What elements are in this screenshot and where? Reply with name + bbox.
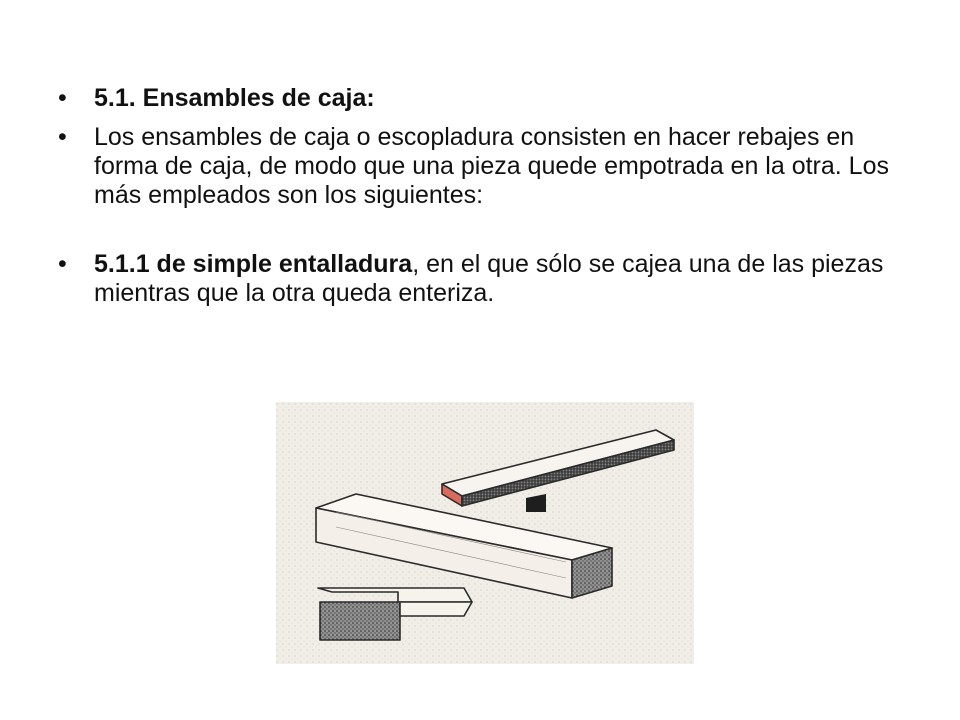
bullet-dot: • [58, 250, 67, 278]
description-text: Los ensambles de caja o escopladura consisten en hacer rebajes en forma de caja, de modo que una pieza quede empotrada en la otra. Los más empleados son los siguientes: [94, 123, 889, 209]
term-text: 5.1.1 de simple entalladura [94, 250, 413, 278]
bullet-heading [58, 84, 918, 113]
term-definition-text: , en el que sólo se cajea una de las piezas mientras que la otra queda enteriza. [94, 250, 884, 307]
heading-text: 5.1. Ensambles de caja: [94, 84, 375, 112]
bullet-description [58, 123, 918, 210]
bullet-simple-entalladura [58, 250, 918, 308]
bullet-dot: • [58, 123, 67, 151]
bullet-list [58, 84, 918, 318]
bullet-dot: • [58, 84, 67, 112]
wood-joint-illustration [276, 402, 694, 664]
